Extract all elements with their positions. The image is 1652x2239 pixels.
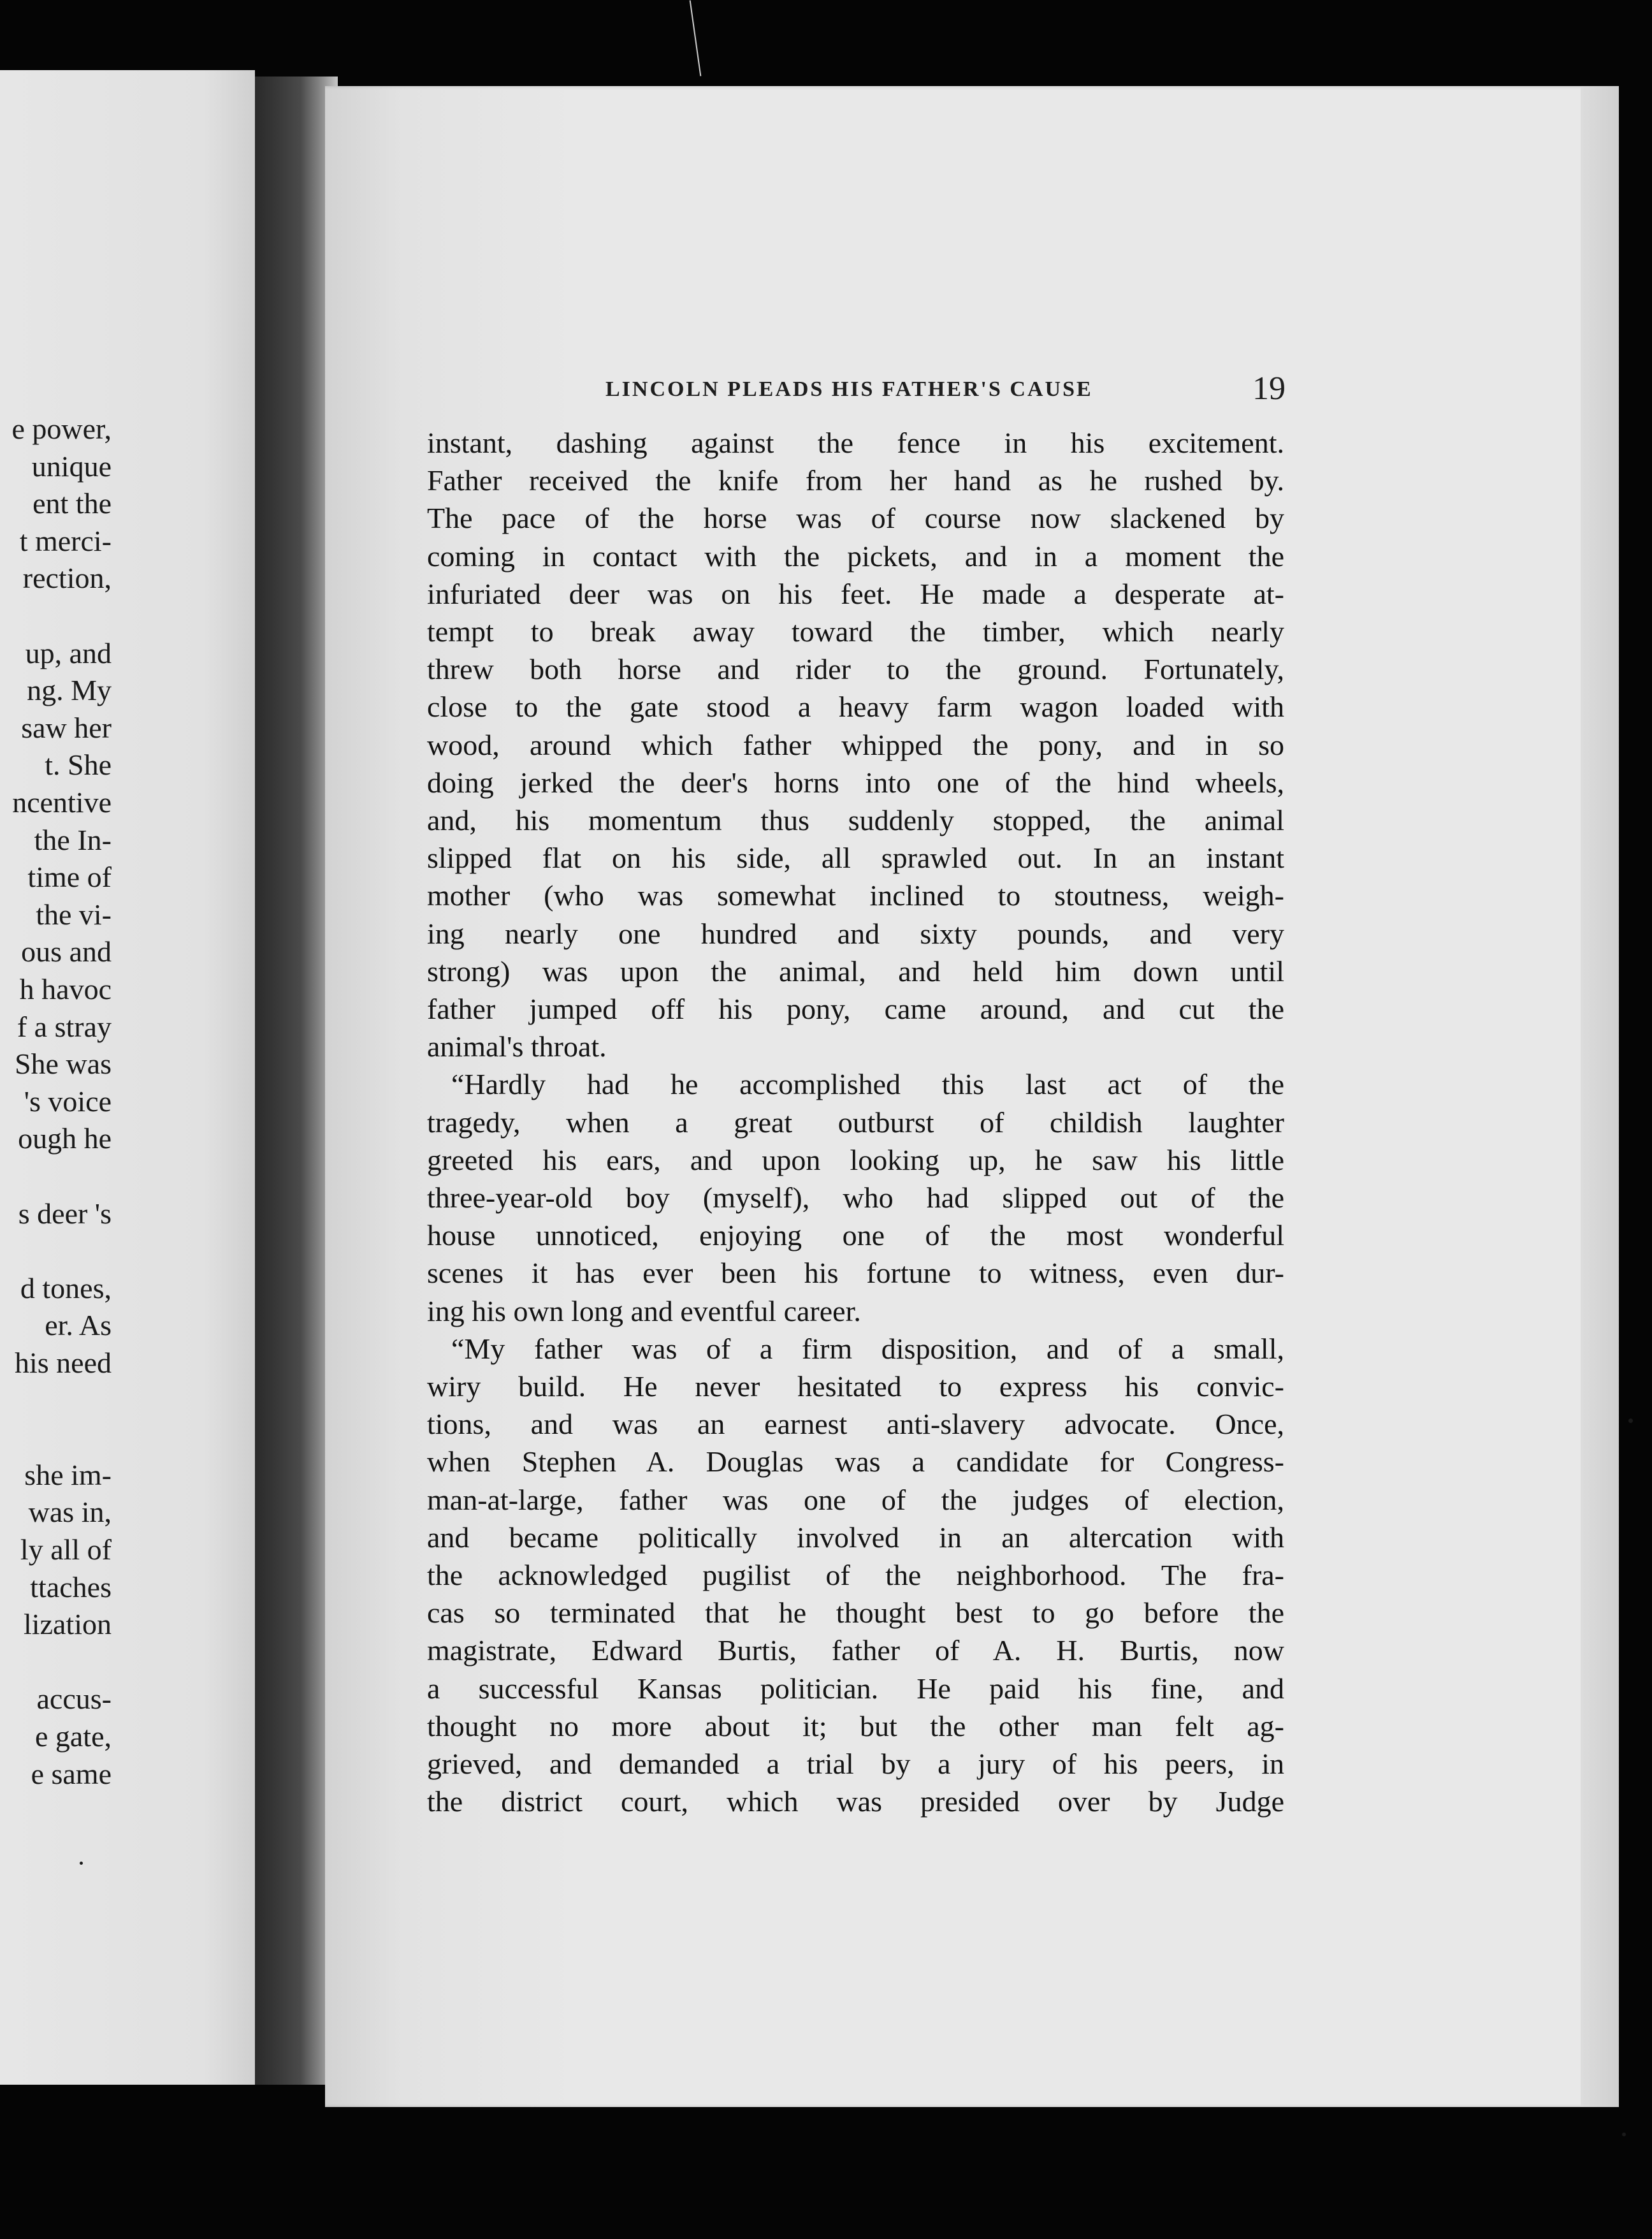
text-line: rection, [22, 562, 112, 595]
text-line: t merci- [19, 524, 112, 557]
text-line: man-at-large, father was one of the judges of election, [427, 1483, 1284, 1516]
page-edge [1581, 86, 1619, 2107]
text-line: tempt to break away toward the timber, which nearly [427, 615, 1284, 648]
text-line: a successful Kansas politician. He paid his fine, and [427, 1672, 1284, 1705]
text-line: e gate, [34, 1720, 112, 1753]
text-line: She was [14, 1047, 112, 1081]
text-line: and became politically involved in an altercation with [427, 1521, 1284, 1554]
text-line: Father received the knife from her hand as he rushed by. [427, 464, 1284, 497]
text-line: ing his own long and eventful career. [427, 1294, 861, 1327]
text-line: d tones, [20, 1271, 112, 1304]
text-line: saw her [21, 711, 112, 744]
text-line: was in, [28, 1496, 112, 1529]
text-line: strong) was upon the animal, and held him down until [427, 954, 1284, 988]
text-line: er. As [45, 1309, 112, 1342]
text-line: doing jerked the deer's horns into one of the hind wheels, [427, 766, 1284, 799]
text-line: lization [24, 1608, 112, 1641]
text-line: time of [27, 861, 112, 894]
text-line: ing nearly one hundred and sixty pounds, and very [427, 917, 1284, 950]
text-line: three-year-old boy (myself), who had slipped out of the [427, 1181, 1284, 1214]
text-line: ent the [33, 487, 112, 520]
text-line: “Hardly had he accomplished this last act of the [451, 1068, 1284, 1101]
text-line: mother (who was somewhat inclined to stoutness, weigh- [427, 879, 1284, 912]
text-line: e power, [11, 412, 112, 445]
text-line: e same [31, 1757, 112, 1790]
text-line: slipped flat on his side, all sprawled out. In an instant [427, 842, 1284, 875]
text-line: the In- [34, 823, 112, 856]
text-line: infuriated deer was on his feet. He made a desperate at- [427, 577, 1284, 610]
text-line: “My father was of a firm disposition, and of a small, [451, 1332, 1284, 1365]
text-line: coming in contact with the pickets, and in a moment the [427, 539, 1284, 573]
text-line: ncentive [12, 786, 112, 819]
text-line: h havoc [19, 973, 112, 1005]
text-line: when Stephen A. Douglas was a candidate for Congress- [427, 1445, 1284, 1478]
text-line: the acknowledged pugilist of the neighborhood. The fra- [427, 1559, 1284, 1591]
text-line: accus- [36, 1682, 112, 1716]
text-line: house unnoticed, enjoying one of the most wonderful [427, 1219, 1284, 1252]
previous-page [0, 70, 255, 2085]
text-line: greeted his ears, and upon looking up, he saw his little [427, 1143, 1284, 1176]
dust-speck [1628, 1419, 1633, 1423]
text-line: instant, dashing against the fence in his excitement. [427, 427, 1284, 459]
text-line: tragedy, when a great outburst of childish laughter [427, 1105, 1284, 1139]
text-line: t. She [45, 748, 112, 782]
text-line: ough he [18, 1122, 112, 1155]
text-line: f a stray [17, 1010, 112, 1043]
text-line: grieved, and demanded a trial by a jury of his peers, in [427, 1747, 1284, 1780]
text-line: s deer 's [18, 1197, 112, 1230]
text-line: she im- [24, 1458, 112, 1491]
text-line: ous and [21, 935, 112, 968]
text-line: cas so terminated that he thought best to go before the [427, 1596, 1284, 1630]
dust-speck [80, 1862, 83, 1865]
text-line: father jumped off his pony, came around, and cut the [427, 993, 1284, 1025]
text-line: and, his momentum thus suddenly stopped, the animal [427, 804, 1284, 836]
text-line: wood, around which father whipped the pony, and in so [427, 728, 1284, 761]
text-line: animal's throat. [427, 1030, 607, 1063]
text-line: scenes it has ever been his fortune to witness, even dur- [427, 1257, 1284, 1290]
text-line: his need [14, 1346, 112, 1379]
text-line: the vi- [36, 898, 112, 931]
text-line: threw both horse and rider to the ground. Fortunately, [427, 653, 1284, 686]
film-scratch [690, 0, 702, 76]
text-line: the district court, which was presided over by Judge [427, 1785, 1284, 1818]
text-line: wiry build. He never hesitated to express his convic- [427, 1370, 1284, 1403]
text-line: ttaches [30, 1570, 112, 1603]
text-line: magistrate, Edward Burtis, father of A. H. Burtis, now [427, 1634, 1284, 1667]
text-line: 's voice [24, 1084, 112, 1118]
text-line: close to the gate stood a heavy farm wagon loaded with [427, 690, 1284, 724]
page-number: 19 [1252, 370, 1286, 407]
text-line: unique [31, 449, 112, 483]
text-line: ng. My [27, 674, 112, 707]
text-line: The pace of the horse was of course now slackened by [427, 502, 1284, 535]
text-line: up, and [25, 636, 112, 669]
dust-speck [1622, 2133, 1626, 2136]
text-line: ly all of [20, 1533, 112, 1566]
text-line: tions, and was an earnest anti-slavery advocate. Once, [427, 1408, 1284, 1441]
text-line: thought no more about it; but the other man felt ag- [427, 1709, 1284, 1742]
running-head: LINCOLN PLEADS HIS FATHER'S CAUSE [605, 377, 1093, 401]
